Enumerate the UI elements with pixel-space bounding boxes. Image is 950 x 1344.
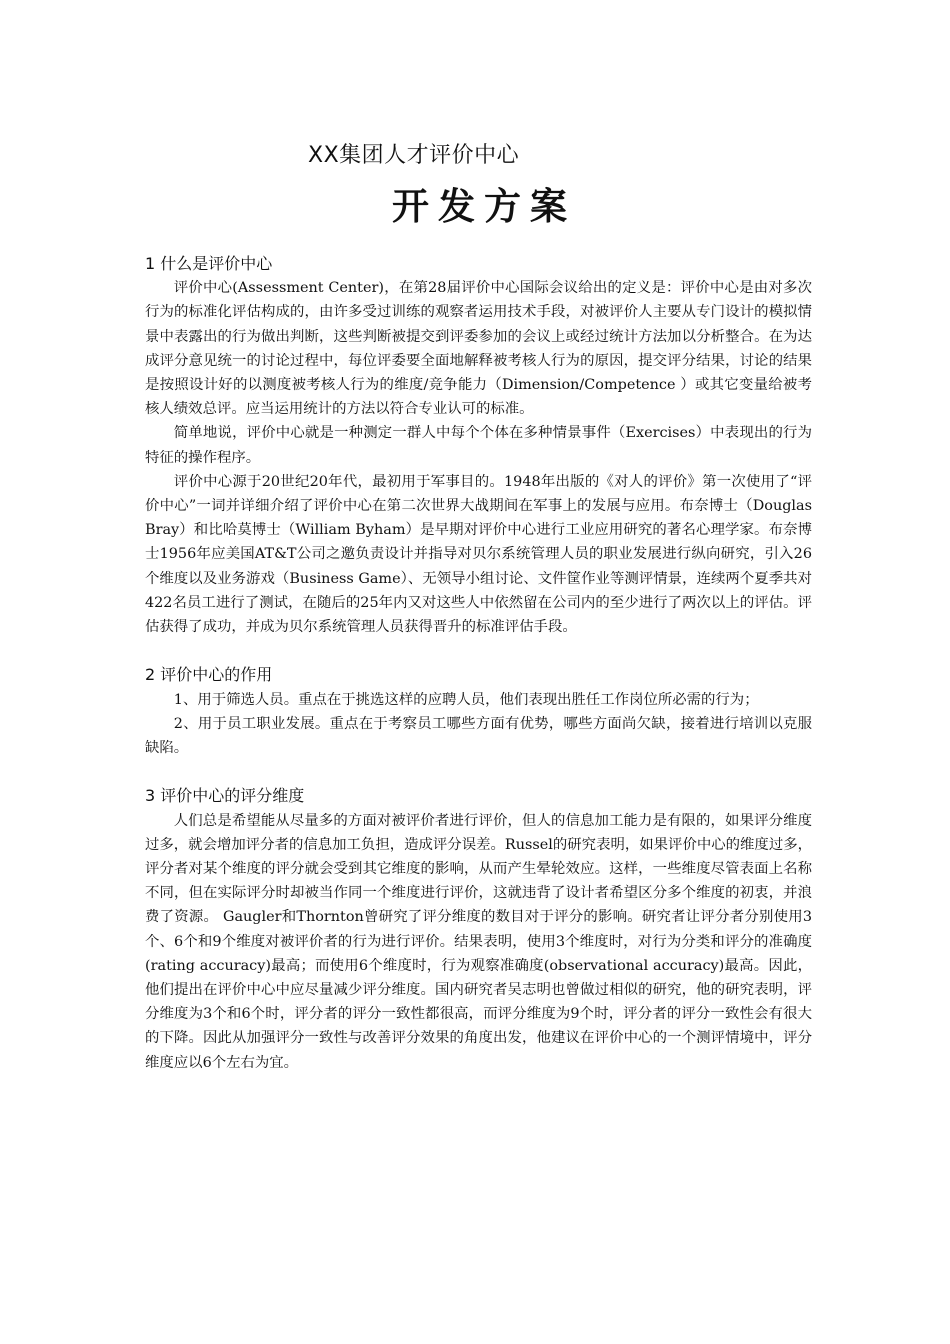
section-rating-dimensions bbox=[145, 784, 812, 1074]
section-what-is-assessment-center bbox=[145, 252, 812, 639]
document-title: XX集团人才评价中心 bbox=[308, 143, 520, 168]
paragraph-dimensions-research: 人们总是希望能从尽量多的方面对被评价者进行评价，但人的信息加工能力是有限的，如果评分维度过多，就会增加评分者的信息加工负担，造成评分误差。Russel的研究表明，如果评价中心的维度过多，评分者对某个维度的评分就会受到其它维度的影响，从而产生晕轮效应。这样，一些维度尽管表面上名称不同，但在实际评分时却被当作同一个维度进行评价，这就违背了设计者希望区分多个维度的初衷，并浪费了资源。 Gaugler和Thornton曾研究了评分维度的数目对于评分的影响。研究者让评分者分别使用3个、6个和9个维度对被评价者的行为进行评价。结果表明，使用3个维度时，对行为分类和评分的准确度(rating accuracy)最高；而使用6个维度时，行为观察准确度(observational accuracy)最高。因此，他们提出在评价中心中应尽量减少评分维度。国内研究者吴志明也曾做过相似的研究，他的研究表明，评分维度为3个和6个时，评分者的评分一致性都很高，而评分维度为9个时，评分者的评分一致性会有很大的下降。因此从加强评分一致性与改善评分效果的角度出发，他建议在评价中心的一个测评情境中，评分维度应以6个左右为宜。 bbox=[145, 812, 812, 1071]
section-heading: 3 评价中心的评分维度 bbox=[145, 786, 305, 806]
document-body bbox=[145, 252, 812, 1075]
paragraph-purpose-development: 2、用于员工职业发展。重点在于考察员工哪些方面有优势，哪些方面尚欠缺，接着进行培训以克服缺陷。 bbox=[145, 715, 812, 757]
document-subtitle: 开发方案 bbox=[392, 184, 576, 228]
paragraph-simple-definition: 简单地说，评价中心就是一种测定一群人中每个个体在多种情景事件（Exercises）中表现出的行为特征的操作程序。 bbox=[145, 425, 812, 466]
section-heading: 1 什么是评价中心 bbox=[145, 254, 273, 273]
section-purpose bbox=[145, 663, 812, 760]
section-heading: 2 评价中心的作用 bbox=[145, 665, 273, 685]
section-spacer bbox=[145, 639, 812, 663]
paragraph-definition: 评价中心(Assessment Center)，在第28届评价中心国际会议给出的定义是：评价中心是由对多次行为的标准化评估构成的，由许多受过训练的观察者运用技术手段，对被评价人主要从专门设计的模拟情景中表露出的行为做出判断，这些判断被提交到评委参加的会议上或经过统计方法加以分析整合。在为达成评分意见统一的讨论过程中，每位评委要全面地解释被考核人行为的原因，提交评分结果，讨论的结果是按照设计好的以测度被考核人行为的维度/竞争能力（Dimension/Competence ）或其它变量给被考核人绩效总评。应当运用统计的方法以符合专业认可的标准。 bbox=[145, 280, 812, 418]
paragraph-purpose-selection: 1、用于筛选人员。重点在于挑选这样的应聘人员，他们表现出胜任工作岗位所必需的行为； bbox=[173, 691, 759, 708]
paragraph-history: 评价中心源于20世纪20年代，最初用于军事目的。1948年出版的《对人的评价》第一次使用了“评价中心”一词并详细介绍了评价中心在第二次世界大战期间在军事上的发展与应用。布奈博士（Douglas Bray）和比哈莫博士（William Byham）是早期对评价中心进行工业应用研究的著名心理学家。布奈博士1956年应美国AT&T公司之邀负责设计并指导对贝尔系统管理人员的职业发展进行纵向研究，引入26个维度以及业务游戏（Business Game）、无领导小组讨论、文件筐作业等测评情景，连续两个夏季共对422名员工进行了测试，在随后的25年内又对这些人中依然留在公司内的至少进行了两次以上的评估。评估获得了成功，并成为贝尔系统管理人员获得晋升的标准评估手段。 bbox=[145, 473, 812, 636]
section-spacer bbox=[145, 760, 812, 784]
